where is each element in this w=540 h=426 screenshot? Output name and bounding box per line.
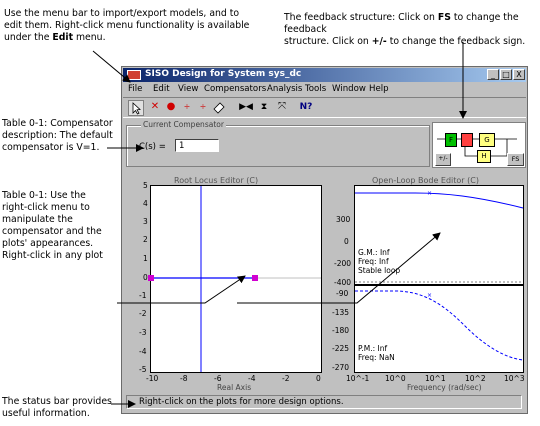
compensator-group — [126, 120, 430, 167]
zoom-icon[interactable]: ⧗ — [260, 102, 268, 112]
rl-xtick: 0 — [316, 374, 321, 383]
magnitude-curve — [355, 193, 523, 208]
closed-loop-pole-marker — [252, 275, 258, 281]
lag-icon[interactable]: ÷ — [199, 102, 207, 111]
annotation-line: under the Edit menu. — [4, 32, 106, 43]
phase-marker: × — [427, 292, 433, 299]
rl-xtick: -8 — [180, 374, 188, 383]
feedback-structure-panel — [432, 122, 526, 168]
bode-phase-ytick: -90 — [336, 289, 349, 298]
root-locus-graphics — [151, 186, 321, 372]
title-bar[interactable] — [123, 68, 526, 82]
root-locus-xlabel: Real Axis — [217, 383, 252, 392]
bode-phase-ytick: -135 — [332, 308, 350, 317]
bode-mag-ytick: 300 — [336, 215, 351, 224]
rl-ytick: -4 — [139, 347, 147, 356]
app-icon — [127, 70, 141, 80]
rl-ytick: 0 — [143, 273, 148, 282]
menu-analysis[interactable]: Analysis — [267, 84, 303, 94]
eraser-icon[interactable] — [212, 100, 226, 114]
open-loop-pole-marker — [148, 275, 154, 281]
bode-mag-ytick: -400 — [334, 278, 352, 287]
rightclick-annotation: Table 0-1: Use the right-click menu to manipulate the compensator and the plots' appearances. Right-click in any plot — [2, 190, 103, 261]
menu-file[interactable]: File — [128, 84, 143, 94]
annotation-line: The feedback structure: Click on FS to change the feedback — [284, 12, 519, 35]
h-block[interactable]: H — [477, 150, 491, 163]
menu-window[interactable]: Window — [332, 84, 366, 94]
bode-xtick: 10^-1 — [346, 374, 370, 383]
rl-ytick: -3 — [139, 328, 147, 337]
fit-icon[interactable]: ⤧ — [278, 101, 286, 112]
sign-toggle-button[interactable]: +/- — [435, 153, 451, 166]
rl-xtick: -4 — [248, 374, 256, 383]
sum-junction[interactable] — [461, 133, 473, 147]
rl-xtick: -6 — [214, 374, 222, 383]
bode-phase-ytick: -180 — [332, 326, 350, 335]
root-locus-title: Root Locus Editor (C) — [174, 176, 259, 185]
help-icon[interactable]: N? — [299, 102, 313, 112]
bode-title: Open-Loop Bode Editor (C) — [372, 176, 479, 185]
rl-ytick: -2 — [139, 309, 147, 318]
rl-xtick: -10 — [146, 374, 159, 383]
window-title: SISO Design for System sys_dc — [145, 69, 302, 79]
menu-help[interactable]: Help — [369, 84, 389, 94]
pole-x-icon[interactable]: ✕ — [150, 101, 160, 112]
rl-ytick: 5 — [143, 181, 148, 190]
bode-mag-ytick: 0 — [344, 237, 349, 246]
bode-xtick: 10^1 — [425, 374, 446, 383]
menubar-annotation — [4, 8, 274, 44]
rl-ytick: 1 — [143, 254, 148, 263]
statusbar-annotation: The status bar provides useful information. — [2, 396, 112, 419]
siso-design-window — [121, 66, 528, 414]
maximize-button[interactable]: □ — [500, 69, 512, 80]
menu-view[interactable]: View — [178, 84, 199, 94]
bode-xtick: 10^2 — [465, 374, 486, 383]
menu-compensators[interactable]: Compensators — [204, 84, 267, 94]
rl-xtick: -2 — [282, 374, 290, 383]
menu-bar — [123, 83, 526, 95]
compensator-group-label: Current Compensator — [143, 120, 224, 129]
rl-ytick: 3 — [143, 217, 148, 226]
compensator-label: C(s) = — [139, 142, 166, 152]
pan-icon[interactable]: ▶◀ — [239, 102, 253, 112]
lead-icon[interactable]: ÷ — [183, 102, 191, 111]
phase-margin-info: P.M.: Inf Freq: NaN — [358, 344, 395, 362]
rl-ytick: -1 — [139, 291, 147, 300]
status-bar: Right-click on the plots for more design options. — [126, 395, 522, 409]
rl-ytick: 2 — [143, 235, 148, 244]
zero-o-icon[interactable]: ● — [166, 101, 176, 112]
menu-tools[interactable]: Tools — [305, 84, 327, 94]
bode-mag-ytick: -200 — [334, 259, 352, 268]
root-locus-plot[interactable] — [150, 185, 322, 373]
gain-margin-info: G.M.: Inf Freq: Inf Stable loop — [358, 248, 401, 275]
bode-phase-plot[interactable] — [354, 285, 524, 373]
bode-phase-ytick: -225 — [332, 344, 350, 353]
compensator-annotation: Table 0-1: Compensator description: The default compensator is V=1. — [2, 118, 113, 153]
toolbar — [123, 97, 526, 118]
menu-edit[interactable]: Edit — [153, 84, 170, 94]
bode-magnitude-plot[interactable] — [354, 185, 524, 285]
bode-phase-ytick: -270 — [332, 363, 350, 372]
close-button[interactable]: X — [513, 69, 525, 80]
annotation-line: edit them. Right-click menu functionality is available — [4, 20, 250, 31]
bode-xtick: 10^3 — [504, 374, 525, 383]
rl-ytick: 4 — [143, 199, 148, 208]
feedback-annotation — [284, 12, 540, 48]
annotation-line: Use the menu bar to import/export models, and to — [4, 8, 240, 19]
compensator-input[interactable]: 1 — [175, 139, 219, 152]
bode-xtick: 10^0 — [385, 374, 406, 383]
crossover-marker: × — [427, 190, 433, 197]
rl-ytick: -5 — [139, 365, 147, 374]
bode-xlabel: Frequency (rad/sec) — [407, 383, 482, 392]
g-block[interactable]: G — [479, 133, 495, 147]
annotation-line: structure. Click on +/- to change the feedback sign. — [284, 36, 526, 47]
f-block[interactable]: F — [445, 133, 457, 147]
minimize-button[interactable]: _ — [487, 69, 499, 80]
feedback-structure-button[interactable]: FS — [507, 153, 524, 166]
arrow-icon[interactable] — [128, 100, 144, 116]
